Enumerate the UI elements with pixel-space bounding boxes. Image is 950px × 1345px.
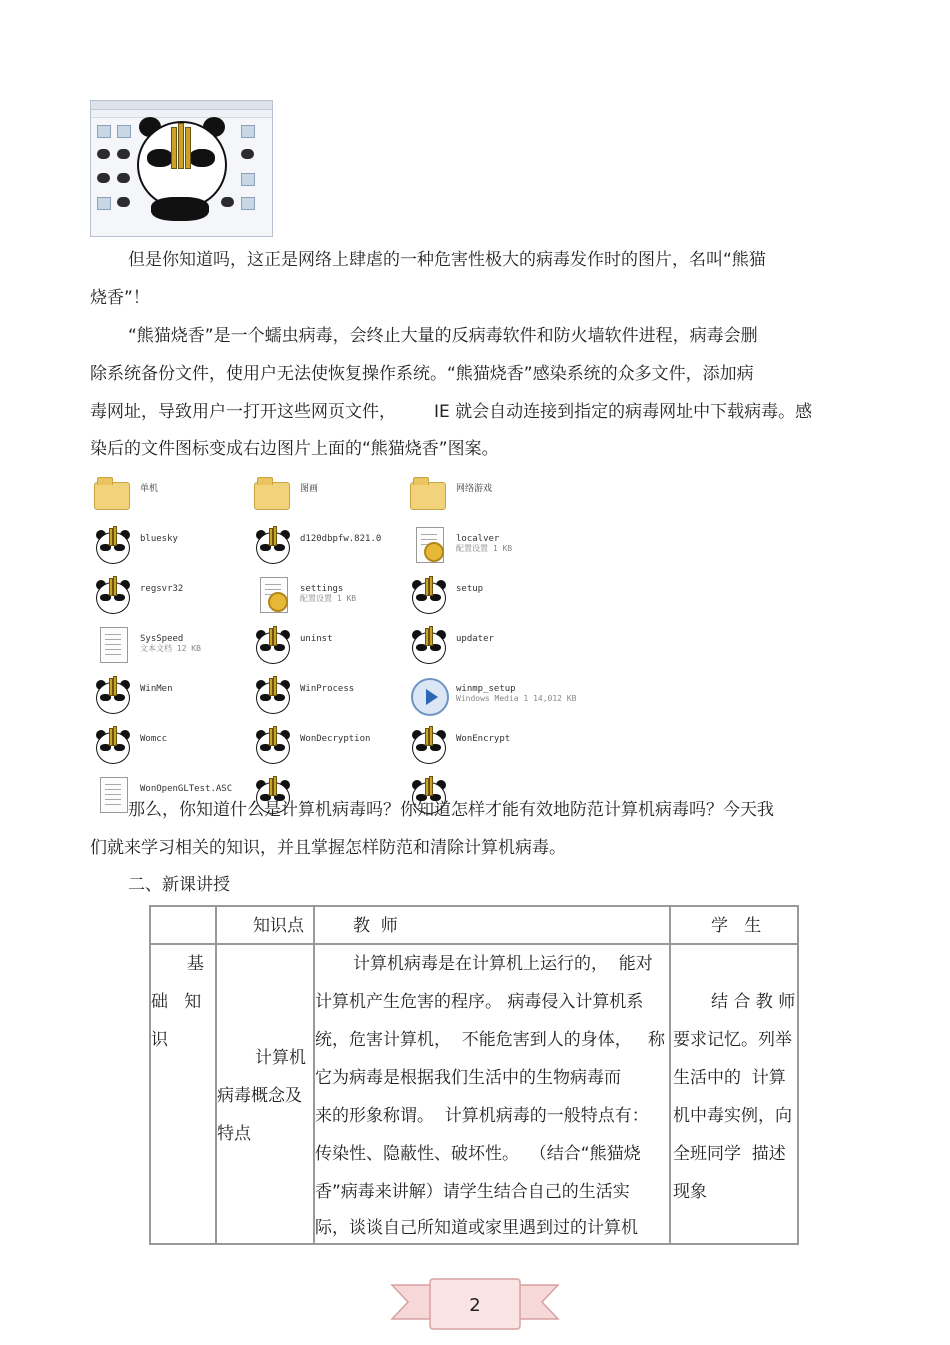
paragraph-line: 烧香”！ (90, 288, 150, 308)
file-item[interactable] (92, 474, 242, 520)
panda-icon (97, 149, 110, 159)
file-name: 图画 (300, 484, 319, 494)
panda-icon (221, 197, 234, 207)
panda-virus-screenshot (90, 100, 273, 237)
student-line: 机中毒实例，向 (673, 1106, 792, 1126)
media-file-icon (408, 674, 450, 716)
file-icon (241, 173, 255, 186)
file-item[interactable] (408, 524, 558, 570)
teacher-line: 统，危害计算机， 不能危害到人的身体， 称 (315, 1030, 666, 1050)
folder-icon (252, 474, 294, 516)
file-name: uninst (300, 634, 333, 644)
file-item[interactable] (408, 724, 558, 770)
file-item[interactable] (252, 474, 402, 520)
paragraph-line: 除系统备份文件，使用户无法使恢复操作系统。“熊猫烧香”感染系统的众多文件，添加病 (90, 364, 754, 384)
lesson-table (149, 905, 799, 1245)
teacher-line: 它为病毒是根据我们生活中的生物病毒而 (315, 1068, 621, 1088)
folder-icon (92, 474, 134, 516)
infected-files-screenshot (90, 468, 577, 794)
category-line: 基 (187, 954, 204, 974)
student-cell (670, 944, 798, 1244)
file-item[interactable] (92, 574, 242, 620)
teacher-cell (314, 944, 670, 1244)
header-knowledge-point: 知识点 (253, 916, 304, 936)
file-item[interactable] (252, 524, 402, 570)
panda-icon (117, 173, 130, 183)
panda-icon (117, 149, 130, 159)
category-cell (150, 944, 216, 1244)
incense-stick (178, 123, 184, 169)
table-header-cell (670, 906, 798, 944)
table-header-cell (216, 906, 314, 944)
teacher-line: 际，谈谈自己所知道或家里遇到过的计算机 (315, 1218, 638, 1238)
table-header-row (150, 906, 798, 944)
file-item[interactable] (408, 674, 577, 720)
page-number: 2 (469, 1295, 481, 1316)
section-heading: 二、新课讲授 (128, 875, 230, 895)
teacher-line: 来的形象称谓。 计算机病毒的一般特点有： (315, 1106, 649, 1126)
table-header-cell (150, 906, 216, 944)
panda-icon (241, 149, 254, 159)
file-icon (241, 125, 255, 138)
text-file-icon (92, 624, 134, 666)
panda-icon (408, 724, 450, 766)
topic-line: 病毒概念及 (217, 1086, 302, 1106)
file-item[interactable] (92, 524, 242, 570)
file-item[interactable] (92, 624, 242, 670)
panda-body (151, 197, 209, 221)
incense-stick (171, 127, 177, 169)
teacher-line: 计算机病毒是在计算机上运行的， 能对 (353, 954, 653, 974)
file-name: WonEncrypt (456, 734, 511, 744)
student-line: 要求记忆。列举 (673, 1030, 792, 1050)
file-name: bluesky (140, 534, 178, 544)
file-name: updater (456, 634, 494, 644)
file-item[interactable] (252, 674, 402, 720)
paragraph-line: “熊猫烧香”是一个蠕虫病毒，会终止大量的反病毒软件和防火墙软件进程，病毒会删 (128, 326, 758, 346)
panda-icon (92, 574, 134, 616)
topic-cell (216, 944, 314, 1244)
file-item[interactable] (252, 624, 402, 670)
teacher-line: 计算机产生危害的程序。 病毒侵入计算机系 (315, 992, 644, 1012)
window-titlebar (91, 101, 272, 110)
panda-icon (92, 524, 134, 566)
file-name: 单机 (140, 484, 159, 494)
file-name: localver 配置设置 1 KB (456, 534, 513, 553)
file-name: setup (456, 584, 484, 594)
paragraph-line: 们就来学习相关的知识，并且掌握怎样防范和清除计算机病毒。 (90, 838, 566, 858)
file-item[interactable] (92, 674, 242, 720)
file-item[interactable] (408, 624, 558, 670)
file-name: WinProcess (300, 684, 355, 694)
panda-eye (189, 149, 215, 167)
paragraph-line: 毒网址，导致用户一打开这些网页文件， (90, 402, 396, 422)
file-name: SysSpeed 文本文档 12 KB (140, 634, 201, 653)
file-details: Windows Media 1 14,012 KB (456, 694, 577, 703)
file-name: regsvr32 (140, 584, 184, 594)
panda-icon (252, 674, 294, 716)
file-item[interactable] (252, 724, 402, 770)
file-item[interactable] (408, 574, 558, 620)
file-item[interactable] (408, 474, 558, 520)
panda-icon (252, 624, 294, 666)
file-name: Womcc (140, 734, 168, 744)
category-line: 础 知 (151, 992, 202, 1012)
paragraph-line: IE 就会自动连接到指定的病毒网址中下载病毒。感 (434, 402, 813, 422)
paragraph-line: 但是你知道吗，这正是网络上肆虐的一种危害性极大的病毒发作时的图片，名叫“熊猫 (128, 250, 766, 270)
student-line: 生活中的 计算 (673, 1068, 786, 1088)
student-line: 结 合 教 师 (711, 992, 796, 1012)
page-number-badge (390, 1275, 560, 1333)
file-name: settings 配置设置 1 KB (300, 584, 357, 603)
panda-icon (252, 724, 294, 766)
file-icon (97, 125, 111, 138)
file-details: 配置设置 1 KB (300, 594, 357, 603)
table-header-cell (314, 906, 670, 944)
topic-line: 计算机 (255, 1048, 306, 1068)
panda-icon (92, 724, 134, 766)
panda-eye (147, 149, 173, 167)
category-line: 识 (151, 1030, 168, 1050)
file-details: 文本文档 12 KB (140, 644, 201, 653)
file-name: winmp_setup Windows Media 1 14,012 KB (456, 684, 577, 703)
file-item[interactable] (92, 724, 242, 770)
file-name: d120dbpfw.821.0 (300, 534, 382, 544)
teacher-line: 香”病毒来讲解）请学生结合自己的生活实 (315, 1182, 630, 1202)
panda-icon (252, 524, 294, 566)
panda-icon (92, 674, 134, 716)
student-line: 全班同学 描述 (673, 1144, 786, 1164)
config-file-icon (408, 524, 450, 566)
file-icon (117, 125, 131, 138)
file-item[interactable] (252, 574, 402, 620)
window-toolbar (91, 110, 272, 118)
paragraph-line: 染后的文件图标变成右边图片上面的“熊猫烧香”图案。 (90, 439, 499, 459)
file-name: WinMen (140, 684, 173, 694)
panda-icon (408, 624, 450, 666)
file-name: WonOpenGLTest.ASC (140, 784, 233, 794)
teacher-line: 传染性、隐蔽性、破坏性。 （结合“熊猫烧 (315, 1144, 641, 1164)
table-row (150, 944, 798, 1244)
student-line: 现象 (673, 1182, 707, 1202)
panda-icon (117, 197, 130, 207)
panda-icon (408, 574, 450, 616)
header-teacher: 教 师 (353, 916, 398, 936)
file-name: 网络游戏 (456, 484, 493, 494)
folder-icon (408, 474, 450, 516)
file-name: WonDecryption (300, 734, 371, 744)
paragraph-line: 那么，你知道什么是计算机病毒吗？你知道怎样才能有效地防范计算机病毒吗？今天我 (128, 800, 774, 820)
incense-stick (185, 127, 191, 169)
topic-line: 特点 (217, 1124, 251, 1144)
panda-icon (97, 173, 110, 183)
file-details: 配置设置 1 KB (456, 544, 513, 553)
header-student: 学 生 (711, 916, 762, 936)
file-icon (241, 197, 255, 210)
file-icon (97, 197, 111, 210)
config-file-icon (252, 574, 294, 616)
